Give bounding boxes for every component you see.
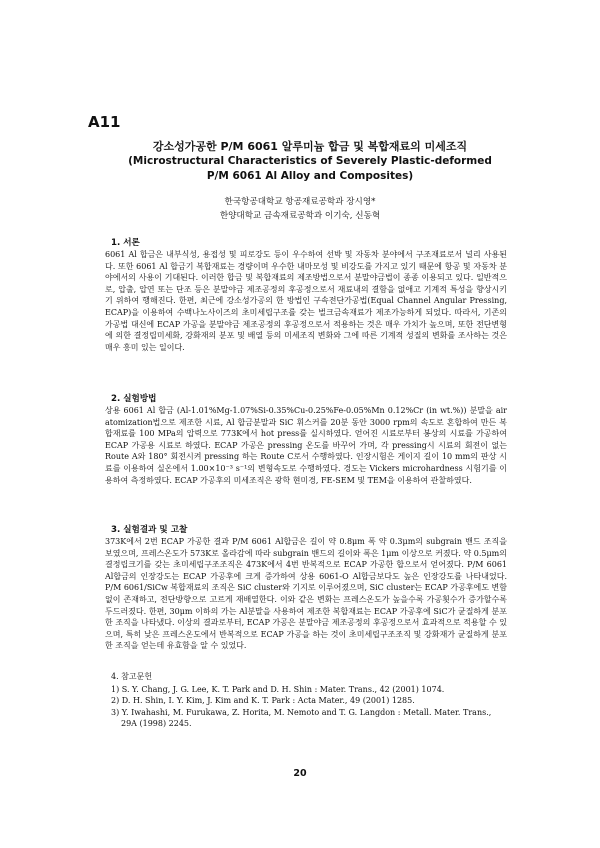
- reference-item: 2) D. H. Shin, I. Y. Kim, J. Kim and K. T. Park : Acta Mater., 49 (2001) 1285.: [111, 696, 415, 706]
- results-heading: 3. 실험결과 및 고찰: [111, 525, 188, 535]
- intro-heading: 1. 서론: [111, 238, 140, 248]
- intro-body: [105, 249, 507, 353]
- reference-item: 3) Y. Iwahashi, M. Furukawa, Z. Horita, M. Nemoto and T. G. Langdon : Metall. Mater. Trans., 29A (1998) 2245.: [111, 707, 492, 729]
- author-line-1: 한국항공대학교 항공재료공학과 장시영*: [224, 197, 376, 207]
- title-english-line2: P/M 6061 Al Alloy and Composites): [206, 170, 414, 182]
- method-body: [105, 405, 507, 486]
- author-block: [150, 195, 450, 223]
- title-english-line1: (Microstructural Characteristics of Severely Plastic-deformed: [128, 155, 492, 167]
- method-paragraph: 상용 6061 Al 합금 (Al-1.01%Mg-1.07%Si-0.35%Cu-0.25%Fe-0.05%Mn 0.12%Cr (in wt.%)) 분말을 air atomization법으로 제조한 시료, Al 합금분말과 SiC 휘스커를 20분 동안 3000 rpm의 속도로 혼합하여 만든 복합재료를 100 MPa의 압력으로 773K에서 hot press를 실시하였다. 얻어진 시료로부터 봉상의 시료를 가공하여 ECAP 가공용 시료로 하였다. ECAP 가공은 pressing 온도를 바꾸어 가며, 각 pressing시 시료의 회전이 없는 Route A와 180° 회전시켜 pressing 하는 Route C로서 수행하였다. 인장시험은 게이지 길이 10 mm의 판상 시료를 이용하여 실온에서 1.00×10⁻³ s⁻¹의 변형속도로 수행하였다. 경도는 Vickers microhardness 시험기를 이용하여 측정하였다. ECAP 가공후의 미세조직은 광학 현미경, FE-SEM 및 TEM을 이용하여 관찰하였다.: [105, 406, 507, 485]
- results-paragraph: 373K에서 2번 ECAP 가공한 결과 P/M 6061 Al합금은 길이 약 0.8μm 폭 약 0.3μm의 subgrain 밴드 조직을 보였으며, 프레스온도가 573K로 올라감에 따라 subgrain 밴드의 길이와 폭은 1μm 이상으로 커졌다. 약 0.5μm의 결정립크기를 갖는 초미세립구조조직은 473K에서 4번 반복적으로 ECAP 가공한 합으로서 얻어졌다. P/M 6061 Al합금의 인장강도는 ECAP 가공후에 크게 증가하여 상용 6061-O Al합금보다도 높은 인장강도를 나타내었다. P/M 6061/SiCw 복합재료의 조직은 SiC cluster와 기지로 이루어졌으며, SiC cluster는 ECAP 가공후에도 변함없이 존재하고, 전단방향으로 고르게 재배열한다. 이와 같은 변화는 프레스온도가 높을수록 가공횟수가 증가할수록 두드러졌다. 한편, 30μm 이하의 가는 Al분말을 사용하여 제조한 복합재료는 ECAP 가공후에 SiC가 균질하게 분포한 조직을 나타냈다. 이상의 결과로부터, ECAP 가공은 분말야금 제조공정의 후공정으로서 효과적으로 적용할 수 있으며, 특히 낮은 프레스온도에서 반복적으로 ECAP 가공을 하는 것이 초미세립구조조직 및 강화재가 균질하게 분포한 조직을 얻는데 유효함을 알 수 있었다.: [105, 537, 507, 651]
- method-heading: 2. 실험방법: [111, 394, 157, 404]
- intro-paragraph: 6061 Al 합금은 내부식성, 용접성 및 피로강도 등이 우수하여 선박 및 자동차 분야에서 구조재료로서 널리 사용된다. 또한 6061 Al 합금기 복합재료는 경량이며 우수한 내마모성 및 비강도를 가지고 있기 때문에 항공 및 자동차 분야에서의 사용이 기대된다. 이러한 합금 및 복합재료의 제조방법으로서 분말야금법이 종종 이용되고 있다. 일반적으로, 압출, 압연 또는 단조 등은 분말야금 제조공정의 후공정으로서 재료내의 결함을 없애고 기계적 특성을 향상시키기 위하여 행해진다. 한편, 최근에 강소성가공의 한 방법인 구속전단가공법(Equal Channel Angular Pressing, ECAP)을 이용하여 수백나노사이즈의 초미세립구조를 갖는 벌크금속재료가 제조가능하게 되었다. 따라서, 기존의 가공법 대신에 ECAP 가공을 분말야금 제조공정의 후공정으로서 적용하는 것은 매우 가치가 높으며, 또한 전단변형에 의한 결정립미세화, 강화재의 분포 및 배열 등의 미세조직 변화와 그에 따른 기계적 성질의 변화를 조사하는 것은 매우 흥미 있는 일이다.: [105, 250, 507, 352]
- results-body: [105, 536, 507, 652]
- abstract-code: A11: [88, 113, 121, 131]
- page-number: 20: [293, 768, 307, 779]
- author-line-2: 한양대학교 금속재료공학과 이기숙, 신동혁: [219, 211, 381, 221]
- title-block: [110, 139, 510, 184]
- references-heading: 4. 참고문헌: [111, 672, 153, 681]
- reference-item: 1) S. Y. Chang, J. G. Lee, K. T. Park and D. H. Shin : Mater. Trans., 42 (2001) 1074.: [111, 684, 445, 694]
- title-korean: 강소성가공한 P/M 6061 알루미늄 합금 및 복합재료의 미세조직: [152, 140, 468, 153]
- references: [111, 671, 507, 730]
